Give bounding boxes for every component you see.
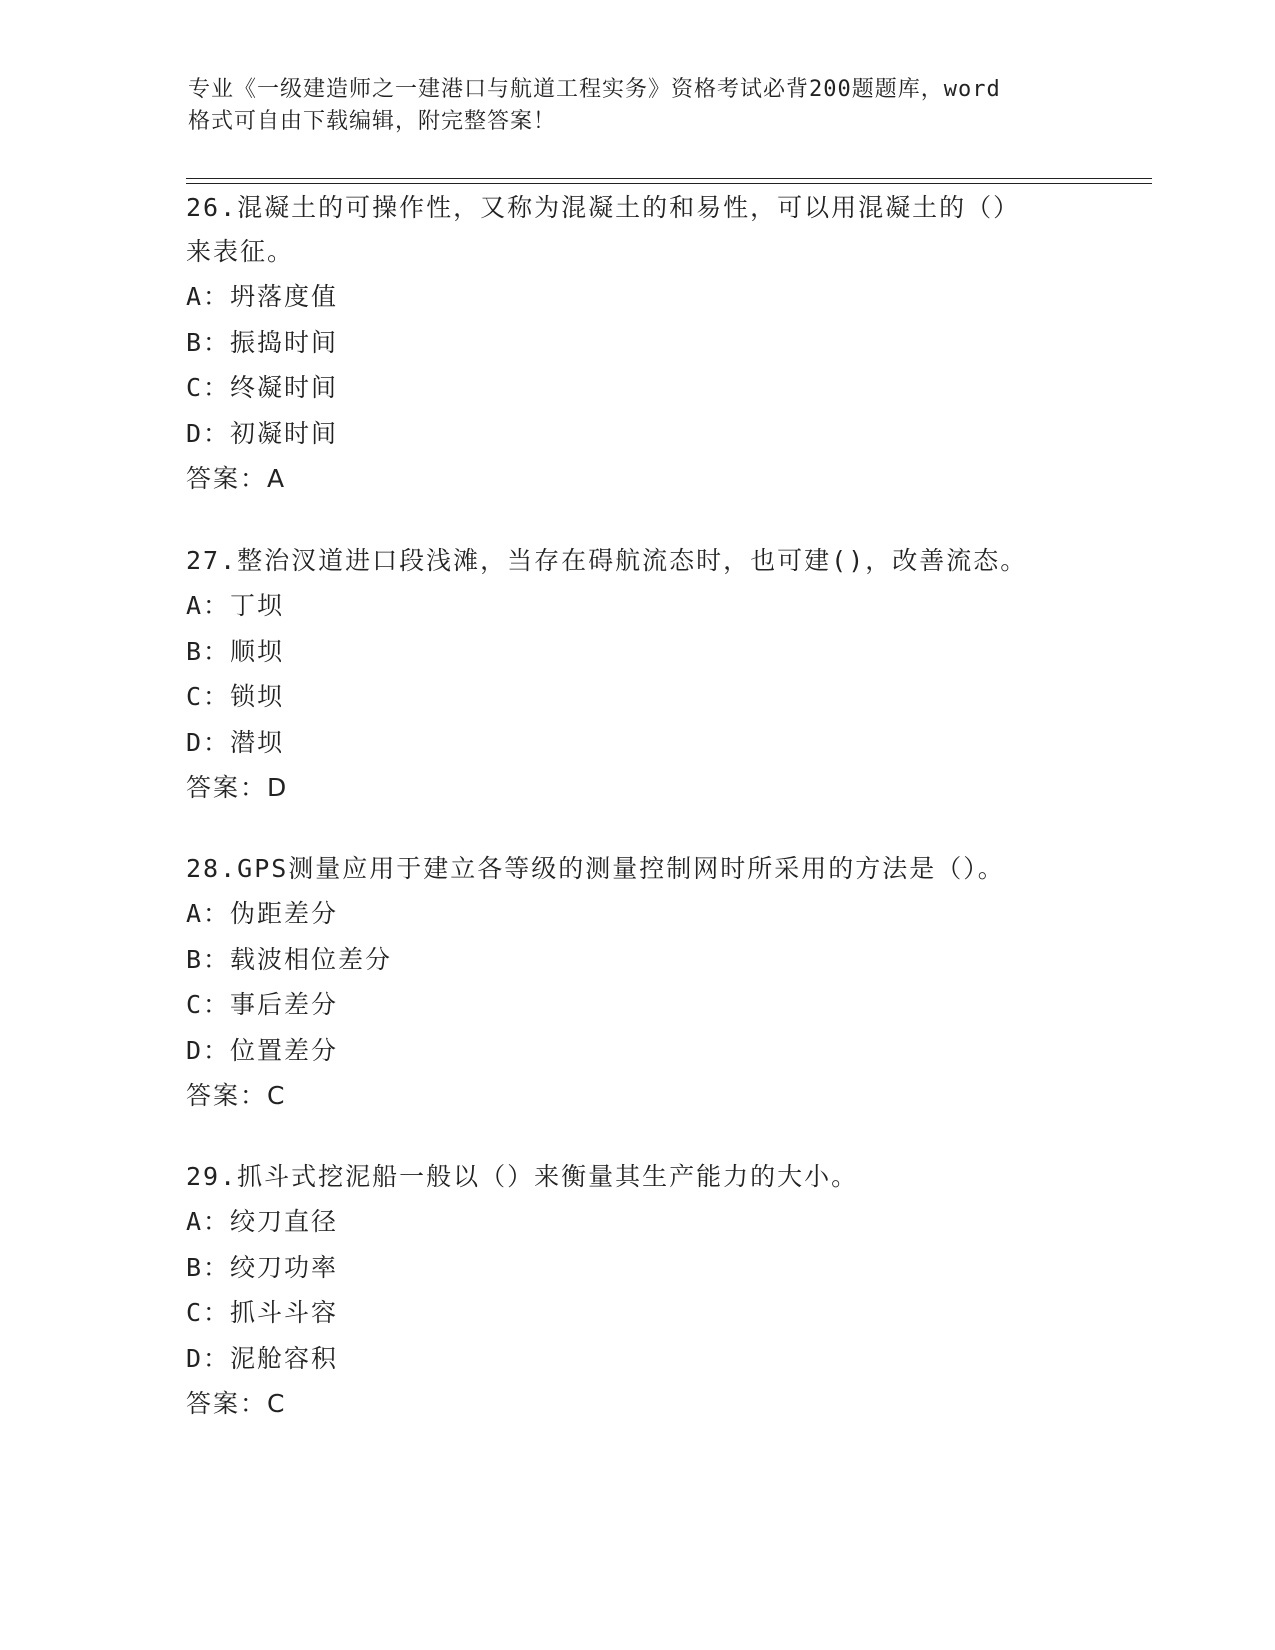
option-b: B：绞刀功率 [186,1252,339,1282]
option-d: D：潜坝 [186,727,285,757]
answer-line [186,1381,1086,1427]
question-stem [186,847,1086,891]
answer-value: C [267,1081,286,1110]
question-29 [186,1155,1086,1427]
answer-value: A [267,464,286,493]
answer-label: 答案： [186,464,268,493]
question-27 [186,539,1086,811]
answer-line [186,1073,1086,1119]
option-c: C：终凝时间 [186,373,339,402]
question-28 [186,847,1086,1119]
question-stem-line: 27.整治汊道进口段浅滩，当存在碍航流态时，也可建()，改善流态。 [186,546,1028,575]
question-stem-line: 28.GPS测量应用于建立各等级的测量控制网时所采用的方法是（）。 [186,854,1005,883]
option-b: B：顺坝 [186,636,285,666]
option-a: A：绞刀直径 [186,1207,339,1236]
option-c: C：事后差分 [186,990,339,1019]
document-header [188,74,1068,138]
question-stem-line: 29.抓斗式挖泥船一般以（）来衡量其生产能力的大小。 [186,1162,859,1191]
header-divider-top [186,178,1152,179]
option-d: D：位置差分 [186,1035,339,1065]
question-stem [186,1155,1086,1199]
option-a: A：丁坝 [186,591,285,620]
answer-line [186,765,1086,811]
option-a: A：伪距差分 [186,899,339,928]
header-line-1: 专业《一级建造师之一建港口与航道工程实务》资格考试必背200题题库，word [188,77,1001,102]
answer-value: D [267,773,288,802]
header-divider-bottom [186,183,1152,184]
option-c: C：锁坝 [186,682,285,711]
answer-value: C [267,1389,286,1418]
answer-label: 答案： [186,773,268,802]
option-c: C：抓斗斗容 [186,1298,339,1327]
answer-line [186,456,1086,502]
option-d: D：泥舱容积 [186,1343,339,1373]
option-a: A：坍落度值 [186,282,339,311]
answer-label: 答案： [186,1081,268,1110]
header-line-2: 格式可自由下载编辑，附完整答案！ [188,109,557,134]
question-26 [186,186,1086,502]
option-d: D：初凝时间 [186,418,339,448]
option-b: B：载波相位差分 [186,944,393,974]
question-stem-line: 26.混凝土的可操作性，又称为混凝土的和易性，可以用混凝土的（） [186,193,1021,222]
option-b: B：振捣时间 [186,327,339,357]
answer-label: 答案： [186,1389,268,1418]
question-stem-line: 来表征。 [186,237,295,266]
question-stem [186,186,1086,274]
question-stem [186,539,1086,583]
